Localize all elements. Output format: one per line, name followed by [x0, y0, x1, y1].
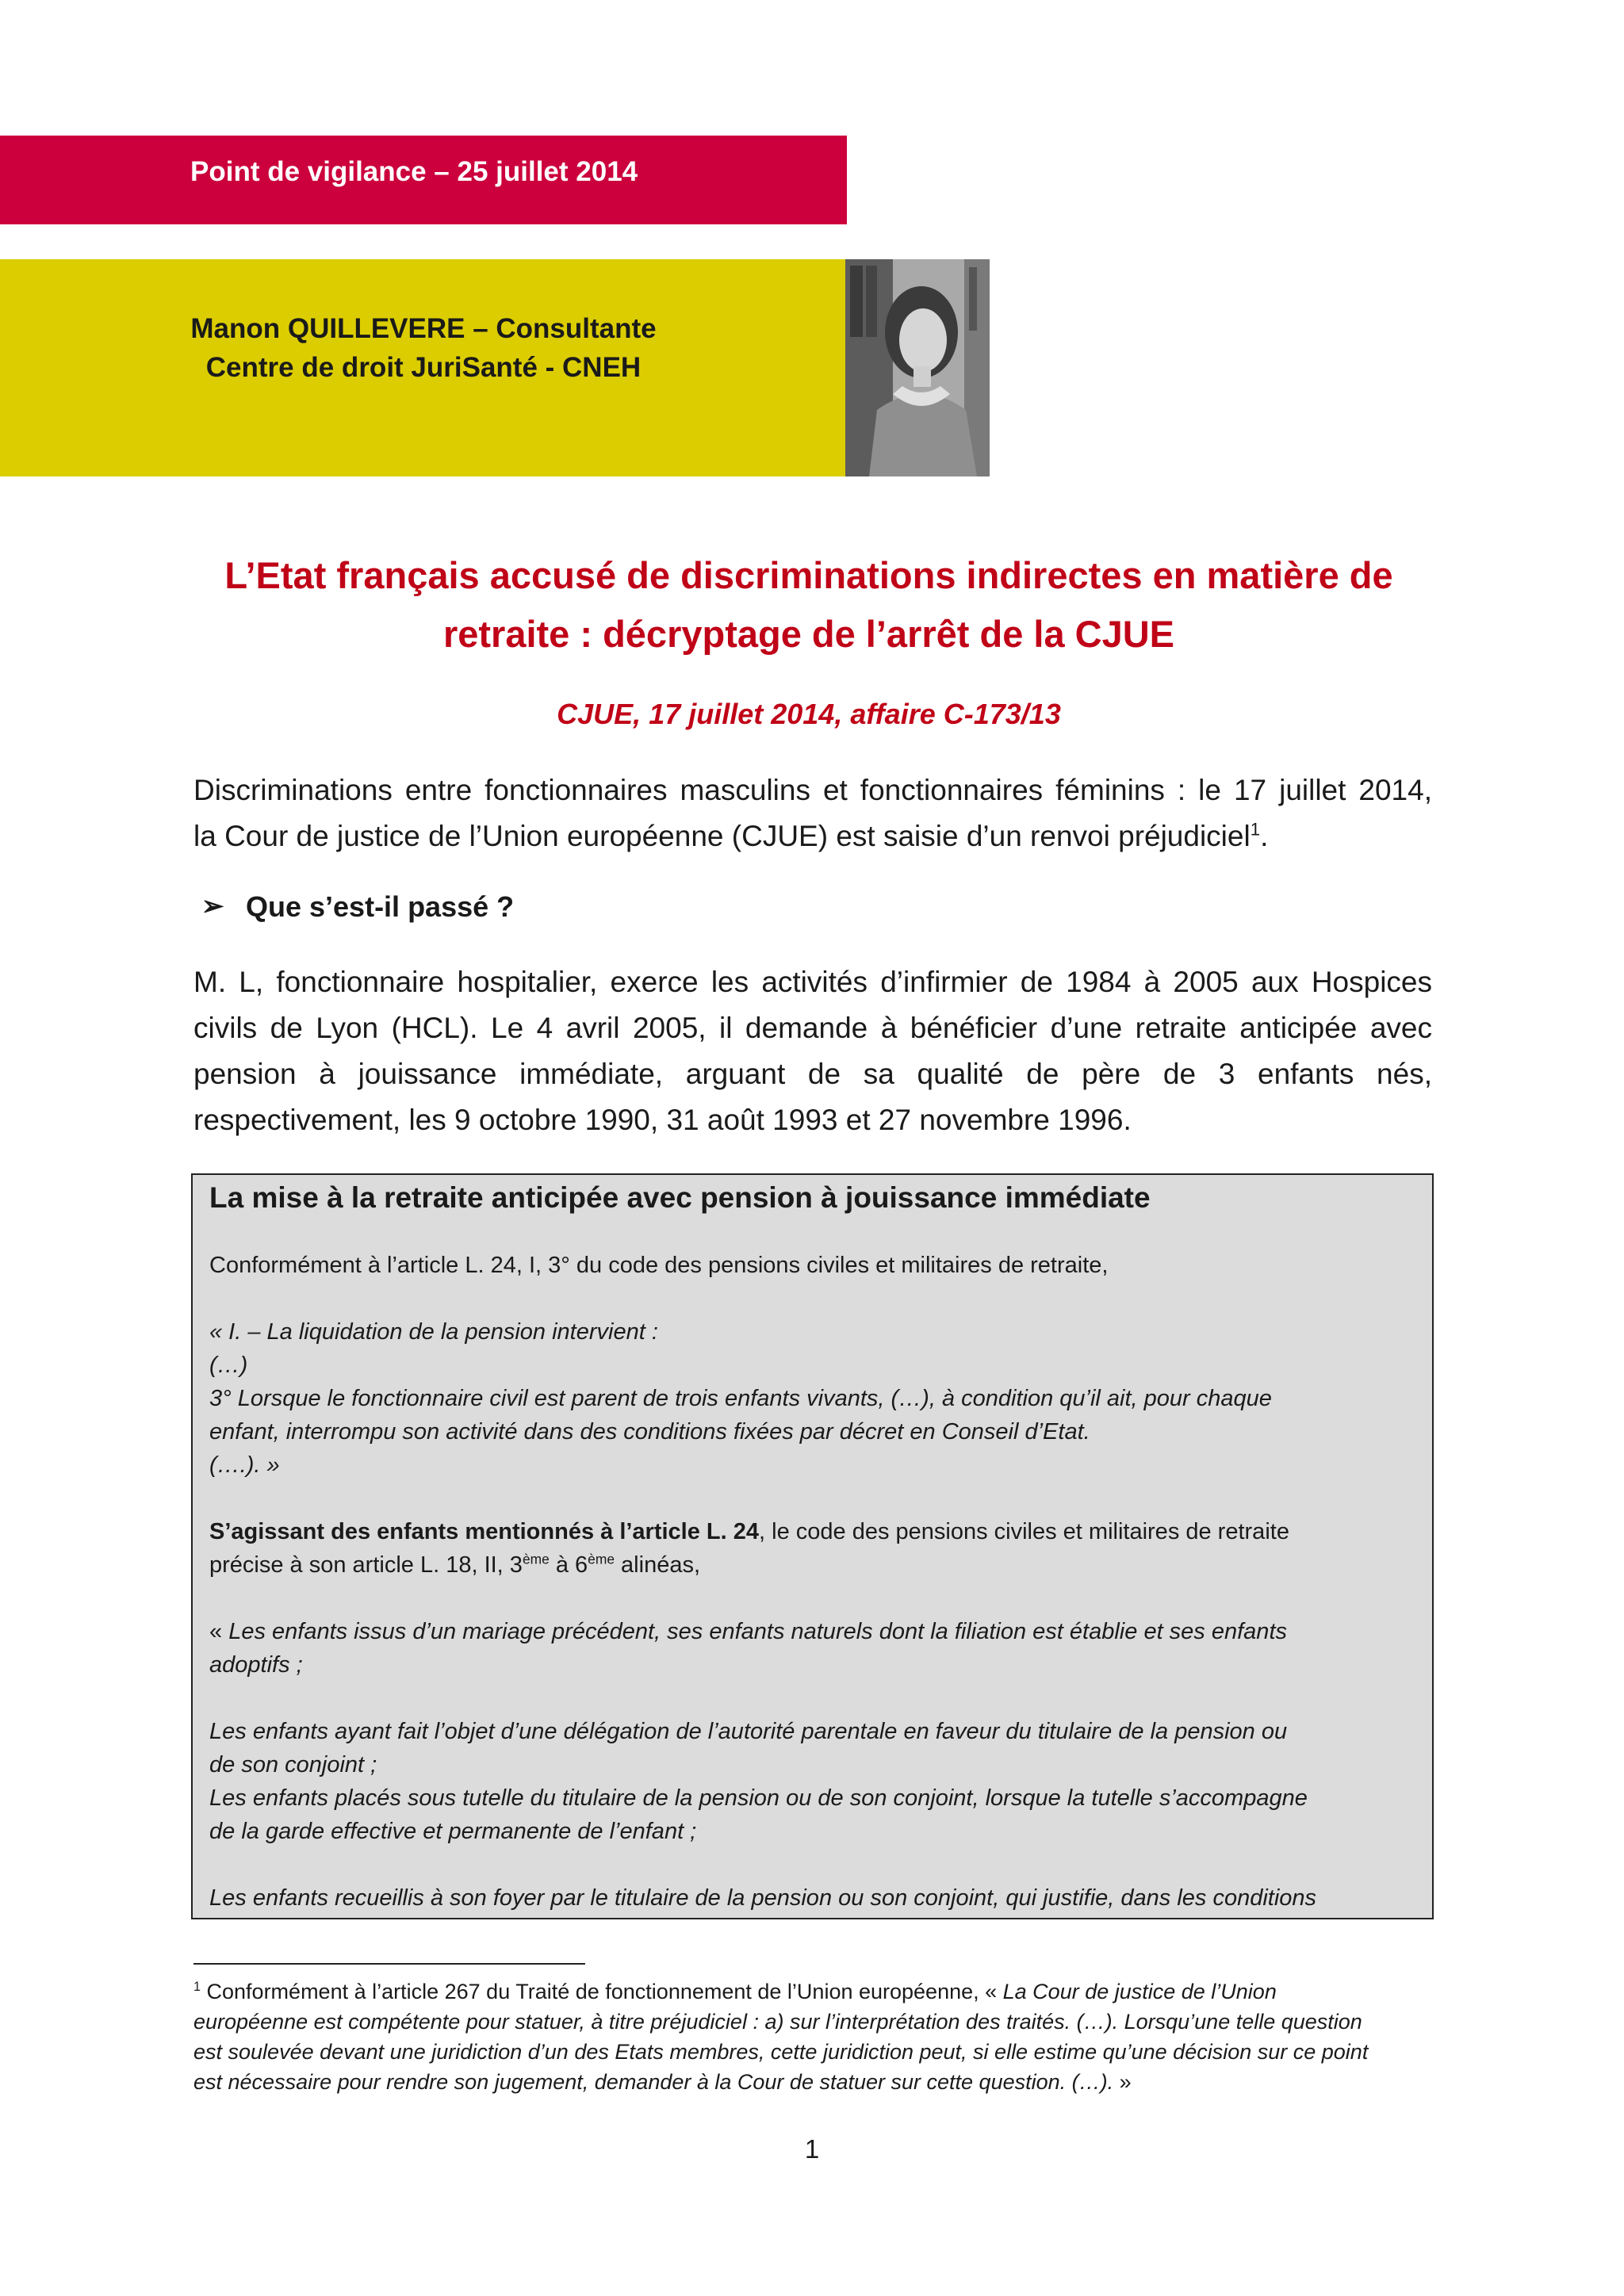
facts-line: civils de Lyon (HCL). Le 4 avril 2005, il demande à bénéficier d’une retraite anticipée avec — [193, 1012, 1432, 1044]
footnote-line: est nécessaire pour rendre son jugement, demander à la Cour de statuer sur cette question. (…). » — [193, 2070, 1132, 2094]
facts-line: pension à jouissance immédiate, arguant de sa qualité de père de 3 enfants nés, — [193, 1058, 1432, 1090]
box-quote-line: 3° Lorsque le fonctionnaire civil est parent de trois enfants vivants, (…), à condition qu’il ait, pour chaque — [209, 1386, 1272, 1411]
intro-line: Discriminations entre fonctionnaires masculins et fonctionnaires féminins : le 17 juillet 2014, — [193, 774, 1432, 806]
author-affiliation: Centre de droit JuriSanté - CNEH — [205, 352, 642, 383]
footnote-line: est soulevée devant une juridiction d’un des Etats membres, cette juridiction peut, si elle estime qu’une décision sur ce point — [193, 2040, 1369, 2064]
box-quote-line: Les enfants recueillis à son foyer par le titulaire de la pension ou son conjoint, qui justifie, dans les conditions — [209, 1885, 1317, 1911]
box-text-line: Conformément à l’article L. 24, I, 3° du code des pensions civiles et militaires de retraite, — [209, 1253, 1109, 1278]
footnote-line: européenne est compétente pour statuer, à titre préjudiciel : a) sur l’interprétation des traités. (…). Lorsqu’une telle question — [193, 2010, 1362, 2034]
footnote-mark: 1 — [193, 1980, 201, 1994]
author-block — [0, 259, 847, 476]
box-quote-line: enfant, interrompu son activité dans des conditions fixées par décret en Conseil d’Etat. — [209, 1419, 1090, 1445]
arrow-bullet-icon: ➢ — [201, 891, 224, 921]
page-number: 1 — [804, 2134, 820, 2164]
header-banner — [0, 136, 847, 224]
document-title-line-1: L’Etat français accusé de discriminations indirectes en matière de — [224, 554, 1393, 596]
footnote-line: $^1$ Conformément à l’article 267 du Traité de fonctionnement de l’Union européenne, « La Cour de justice de l’Union — [193, 1980, 1277, 2003]
box-quote-line: Les enfants placés sous tutelle du titulaire de la pension ou de son conjoint, lorsque la tutelle s’accompagne — [209, 1785, 1308, 1811]
author-name: Manon QUILLEVERE – Consultante — [190, 313, 657, 344]
intro-line: la Cour de justice de l’Union européenne (CJUE) est saisie d’un renvoi préjudiciel$^1$. — [193, 819, 1269, 852]
box-heading: La mise à la retraite anticipée avec pension à jouissance immédiate — [209, 1181, 1151, 1214]
author-photo — [845, 259, 990, 476]
legal-info-box — [191, 1173, 1434, 1919]
box-quote-line: de son conjoint ; — [209, 1752, 377, 1777]
section-heading-text: Que s’est-il passé ? — [246, 890, 515, 923]
box-text-line: précise à son article L. 18, II, 3ème à 6ème alinéas, — [209, 1551, 701, 1578]
footnote-divider — [193, 1963, 585, 1965]
box-quote-line: Les enfants ayant fait l’objet d’une délégation de l’autorité parentale en faveur du titulaire de la pension ou — [209, 1719, 1288, 1744]
box-quote-line: (…) — [209, 1353, 248, 1378]
facts-paragraph — [193, 959, 1432, 1143]
case-reference: CJUE, 17 juillet 2014, affaire C-173/13 — [557, 698, 1061, 730]
facts-line: M. L, fonctionnaire hospitalier, exerce les activités d’infirmier de 1984 à 2005 aux Hospices — [193, 966, 1432, 998]
box-quote-line: « Les enfants issus d’un mariage précédent, ses enfants naturels dont la filiation est établie et ses enfants — [209, 1619, 1287, 1644]
document-title-line-2: retraite : décryptage de l’arrêt de la CJUE — [442, 613, 1175, 655]
facts-line: respectivement, les 9 octobre 1990, 31 août 1993 et 27 novembre 1996. — [193, 1104, 1132, 1136]
footnote-ref[interactable]: 1 — [1250, 819, 1261, 840]
section-heading — [201, 890, 515, 924]
box-quote-line: adoptifs ; — [209, 1652, 303, 1678]
box-quote-line: (….). » — [209, 1452, 280, 1478]
box-quote-line: de la garde effective et permanente de l’enfant ; — [209, 1819, 697, 1844]
banner-text: Point de vigilance – 25 juillet 2014 — [190, 156, 638, 187]
intro-paragraph — [193, 767, 1432, 859]
box-text-line: S’agissant des enfants mentionnés à l’article L. 24, le code des pensions civiles et militaires de retraite — [209, 1519, 1289, 1544]
box-quote-line: « I. – La liquidation de la pension intervient : — [209, 1319, 658, 1345]
